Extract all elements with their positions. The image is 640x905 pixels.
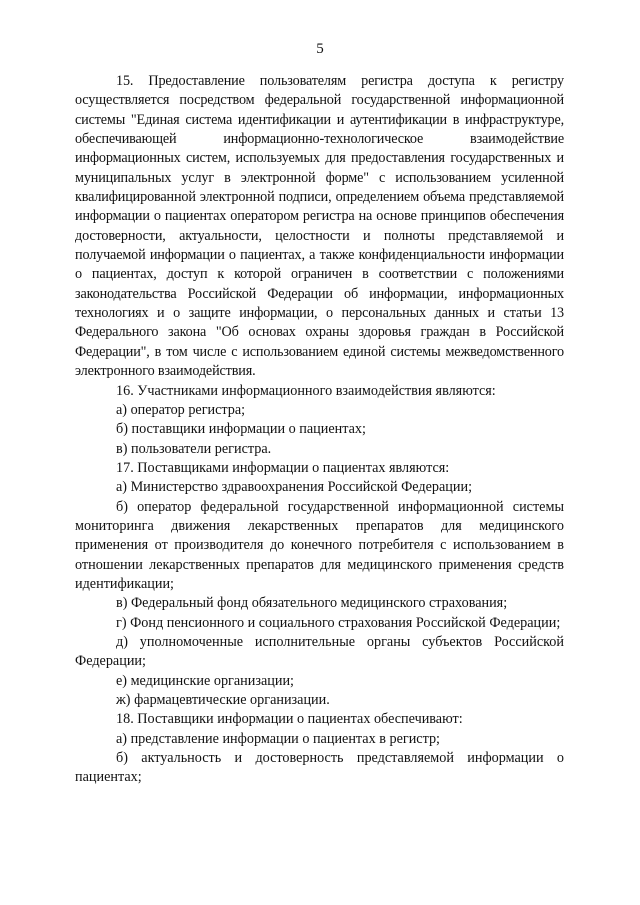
list-item: е) медицинские организации; <box>116 672 294 689</box>
list-item: д) уполномоченные исполнительные органы субъектов Российской Федерации; <box>75 633 564 670</box>
document-body <box>75 72 564 788</box>
page-number: 5 <box>316 41 324 57</box>
list-item: б) актуальность и достоверность представляемой информации о пациентах; <box>75 750 564 786</box>
list-item: а) оператор регистра; <box>116 401 246 418</box>
list-item: г) Фонд пенсионного и социального страхования Российской Федерации; <box>116 614 561 631</box>
paragraph-18: 18. Поставщики информации о пациентах обеспечивают: <box>116 711 463 728</box>
list-item: в) Федеральный фонд обязательного медицинского страхования; <box>116 595 508 612</box>
list-item: б) поставщики информации о пациентах; <box>116 421 366 438</box>
list-item: а) представление информации о пациентах в регистр; <box>116 730 440 747</box>
list-item: ж) фармацевтические организации. <box>116 692 330 708</box>
paragraph-17: 17. Поставщиками информации о пациентах являются: <box>116 459 450 476</box>
list-item: в) пользователи регистра. <box>116 440 272 457</box>
paragraph-16: 16. Участниками информационного взаимодействия являются: <box>116 382 496 399</box>
list-item: б) оператор федеральной государственной информационной системы мониторинга движения лекарственных препаратов для медицинского применения от производителя до конечного потребителя с использованием в отношении лекарственных препаратов для медицинского применения средств идентификации; <box>75 498 564 592</box>
paragraph-15: 15. Предоставление пользователям регистра доступа к регистру осуществляется посредством федеральной государственной информационной системы "Единая система идентификации и аутентификации в инфраструктуре, обеспечивающей информационно-технологическое взаимодействие информационных систем, используемых для предоставления государственных и муниципальных услуг в электронной форме" с использованием усиленной квалифицированной электронной подписи, определением объема представляемой информации о пациентах оператором регистра на основе принципов обеспечения достоверности, актуальности, целостности и полноты представляемой и получаемой информации о пациентах, а также конфиденциальности информации о пациентах, доступ к которой ограничен в соответствии с положениями законодательства Российской Федерации об информации, информационных технологиях и о защите информации, о персональных данных и статьи 13 Федерального закона "Об основах охраны здоровья граждан в Российской Федерации", в том числе с использованием единой системы межведомственного электронного взаимодействия. <box>75 73 564 380</box>
list-item: а) Министерство здравоохранения Российской Федерации; <box>116 479 473 496</box>
